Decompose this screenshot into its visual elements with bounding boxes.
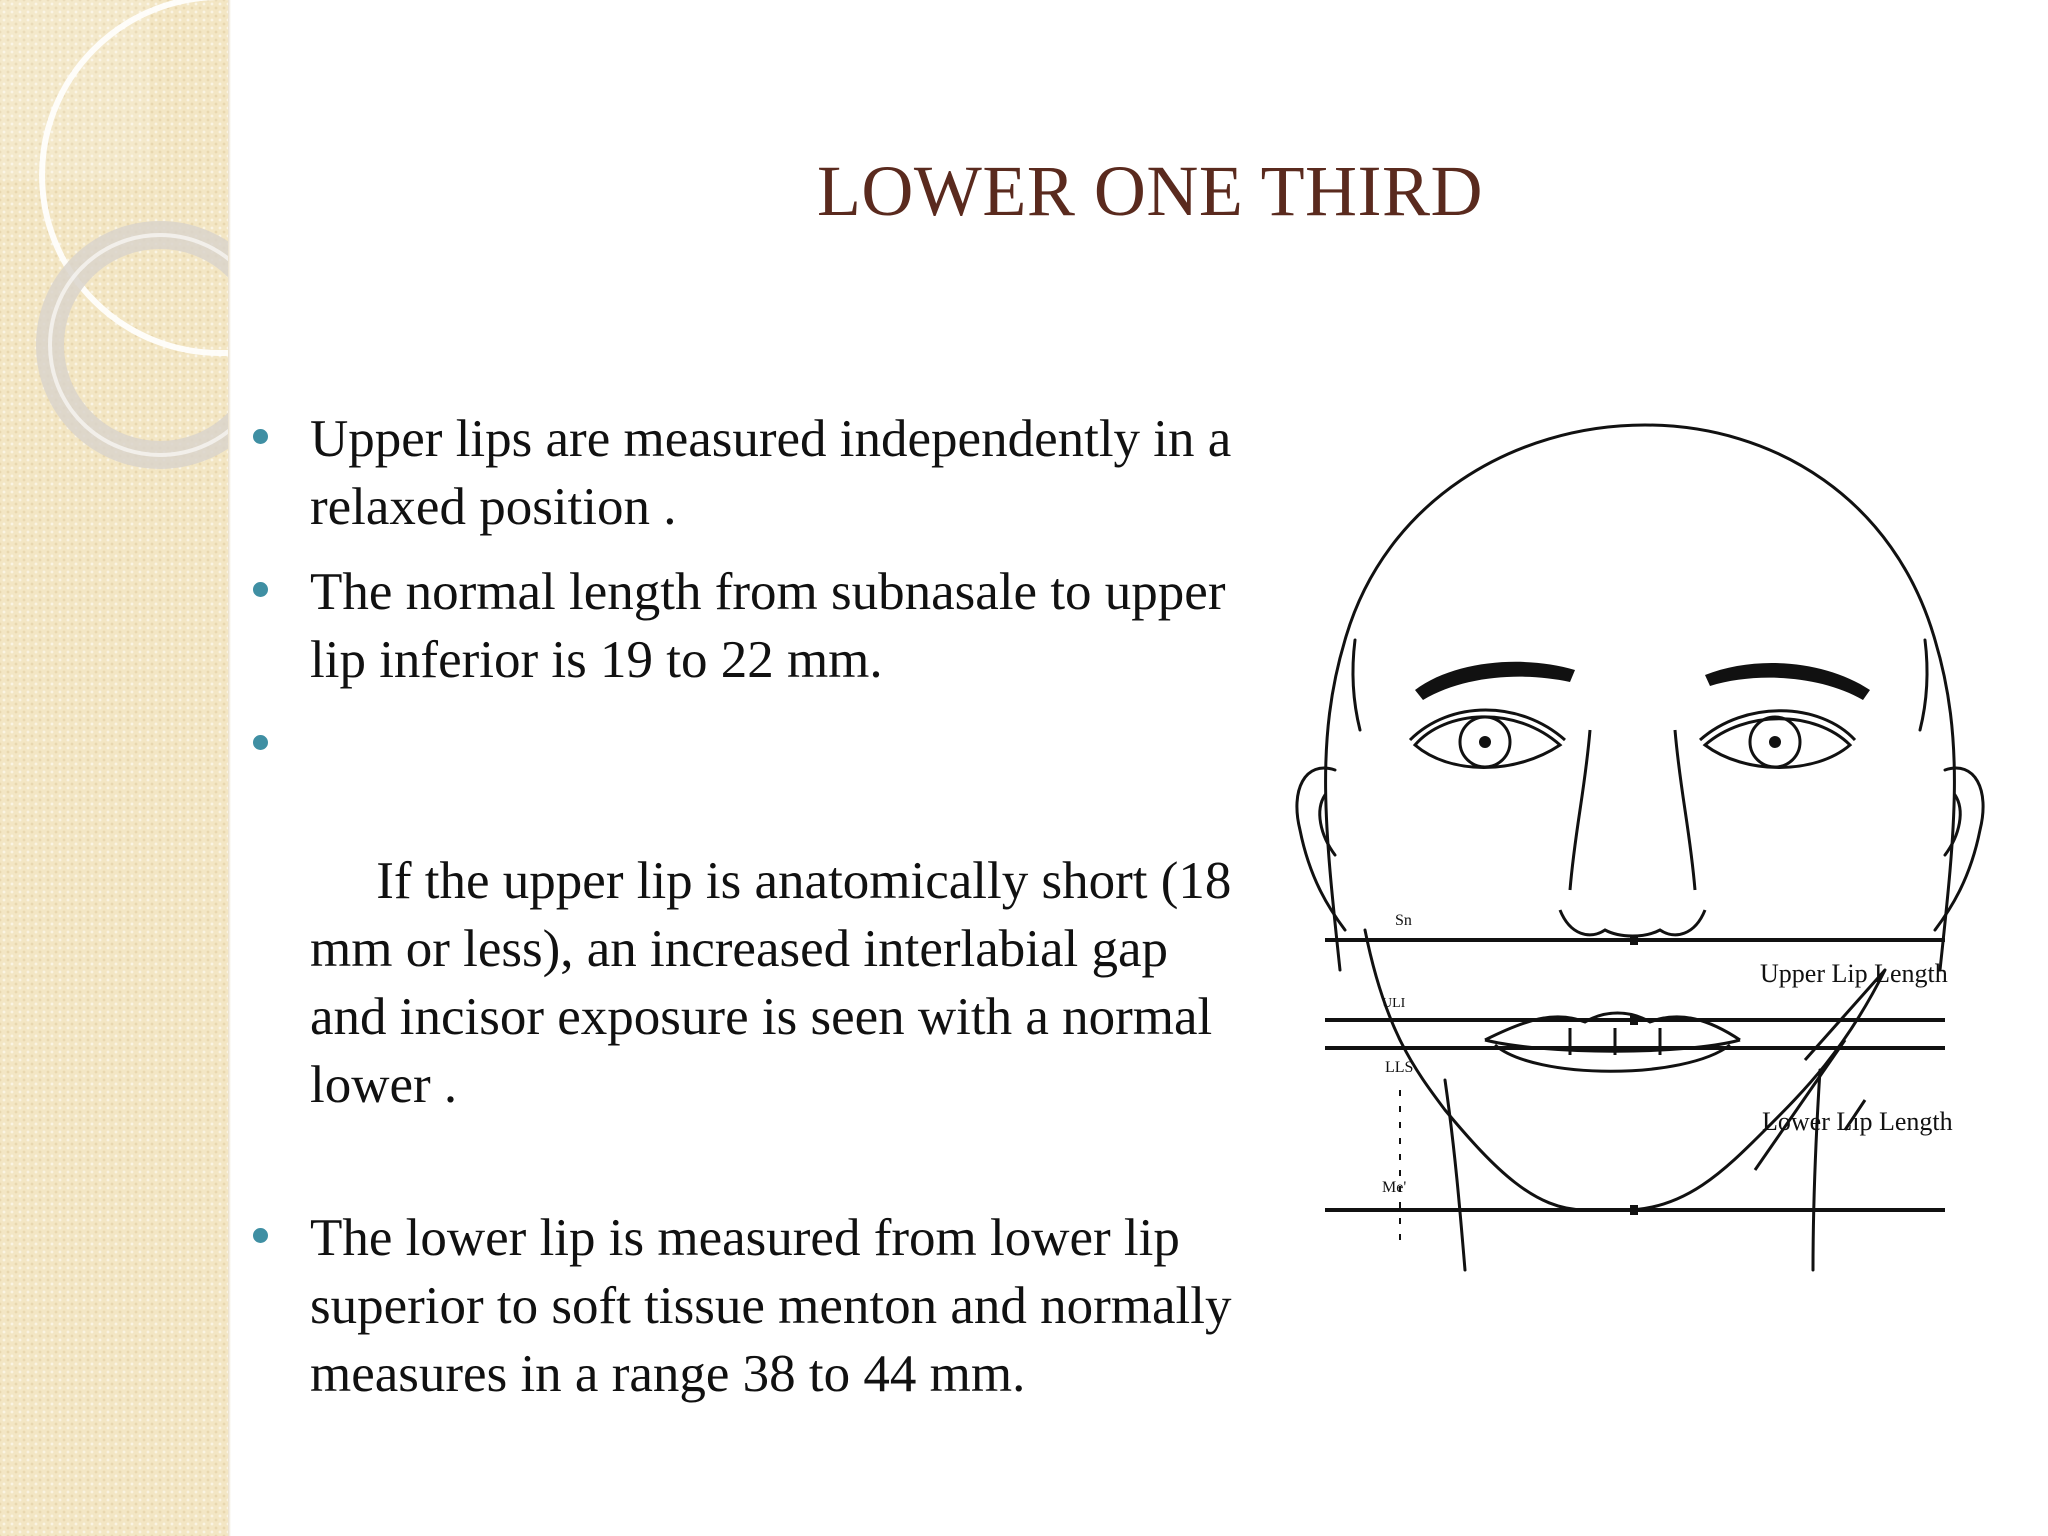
bullet-text: The lower lip is measured from lower lip superior to soft tissue menton and normally measures in a range 38 to 44 mm.: [310, 1209, 1232, 1403]
face-diagram: [1285, 410, 2005, 1290]
bullet-dot-icon: [253, 1228, 268, 1243]
bullet-dot-icon: [253, 582, 268, 597]
decorative-rings: [0, 0, 228, 1536]
bullet-item: [245, 1204, 1255, 1408]
bullet-text: If the upper lip is anatomically short (18 mm or less), an increased interlabial gap and incisor exposure is seen with a normal lower .: [310, 852, 1245, 1114]
left-ear: [1297, 768, 1345, 930]
lower-lip-length-label: Lower Lip Length: [1762, 1107, 1953, 1136]
upper-lip-length-label: Upper Lip Length: [1760, 959, 1948, 988]
me-label: Me': [1382, 1179, 1407, 1196]
bullet-text: The normal length from subnasale to upper lip inferior is 19 to 22 mm.: [310, 563, 1226, 689]
lls-label: LLS: [1385, 1059, 1414, 1076]
upper-lip: [1485, 1013, 1740, 1040]
nose-right: [1675, 730, 1695, 890]
bullet-item: [245, 558, 1255, 694]
left-eyebrow: [1415, 662, 1575, 700]
neck-left: [1445, 1080, 1465, 1270]
bullet-item: [245, 711, 1255, 1187]
bullet-item: [245, 405, 1255, 541]
bullet-list: [245, 405, 1255, 1425]
sidebar-edge: [228, 0, 231, 1536]
bullet-dot-icon: [253, 429, 268, 444]
right-eyebrow: [1705, 663, 1870, 700]
nose-base: [1560, 910, 1705, 936]
uli-label: ULI: [1382, 996, 1406, 1011]
right-ear: [1935, 768, 1983, 930]
sn-label: Sn: [1395, 912, 1412, 929]
nose-left: [1570, 730, 1590, 890]
decorative-sidebar: [0, 0, 228, 1536]
slide-title: LOWER ONE THIRD: [816, 151, 1484, 231]
bullet-dot-icon: [253, 735, 268, 750]
neck-right: [1813, 1070, 1820, 1270]
bullet-text: Upper lips are measured independently in a relaxed position .: [310, 410, 1232, 536]
